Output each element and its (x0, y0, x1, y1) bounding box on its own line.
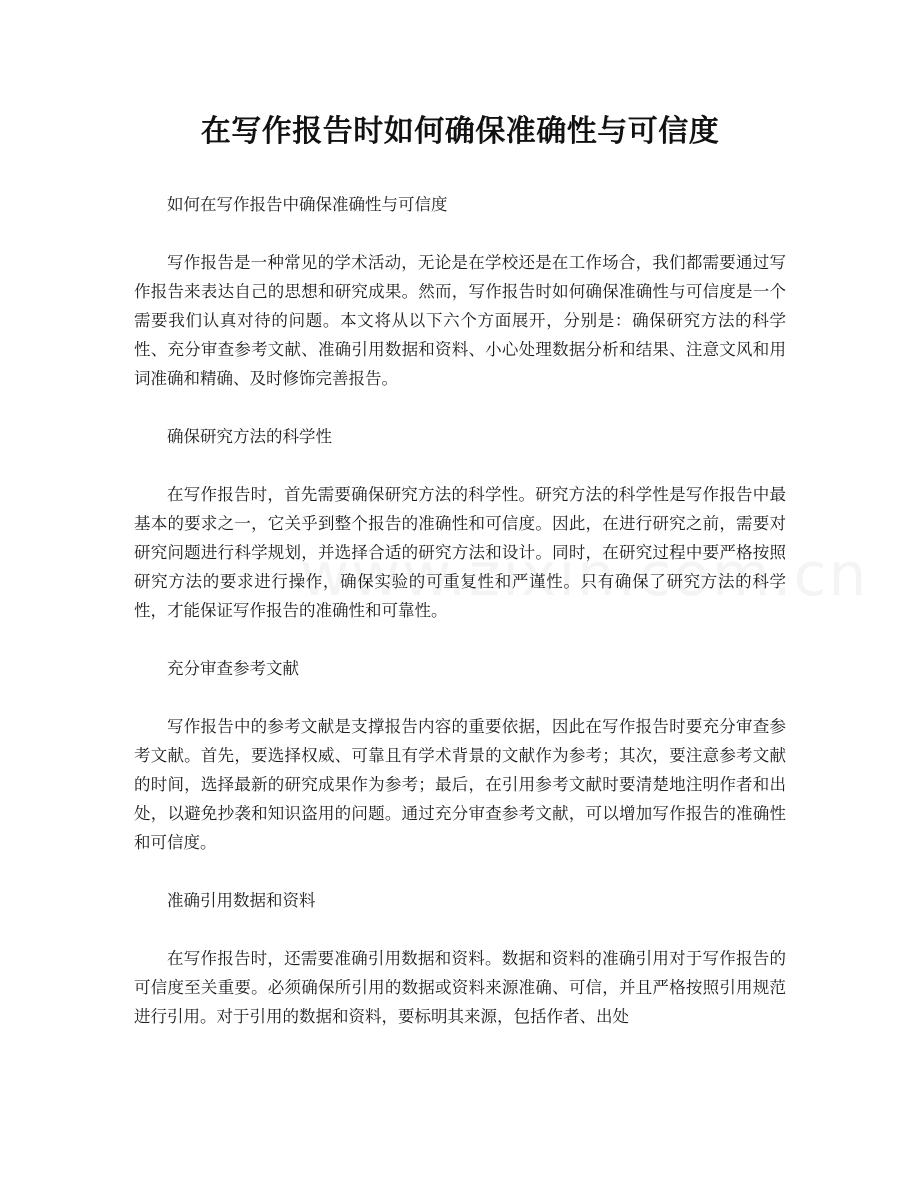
paragraph-references: 写作报告中的参考文献是支撑报告内容的重要依据，因此在写作报告时要充分审查参考文献。首先，要选择权威、可靠且有学术背景的文献作为参考；其次，要注意参考文献的时间，选择最新的研究成果作为参考；最后，在引用参考文献时要清楚地注明作者和出处，以避免抄袭和知识盗用的问题。通过充分审查参考文献，可以增加写作报告的准确性和可信度。 (134, 717, 786, 852)
document-title: 在写作报告时如何确保准确性与可信度 (200, 114, 720, 149)
section-heading-data: 准确引用数据和资料 (167, 891, 316, 910)
paragraph-data: 在写作报告时，还需要准确引用数据和资料。数据和资料的准确引用对于写作报告的可信度至关重要。必须确保所引用的数据或资料来源准确、可信，并且严格按照引用规范进行引用。对于引用的数据和资料，要标明其来源，包括作者、出处 (134, 949, 786, 1026)
section-heading-intro: 如何在写作报告中确保准确性与可信度 (167, 195, 448, 214)
document-body (134, 190, 786, 1031)
paragraph-intro: 写作报告是一种常见的学术活动，无论是在学校还是在工作场合，我们都需要通过写作报告来表达自己的思想和研究成果。然而，写作报告时如何确保准确性与可信度是一个需要我们认真对待的问题。本文将从以下六个方面展开，分别是：确保研究方法的科学性、充分审查参考文献、准确引用数据和资料、小心处理数据分析和结果、注意文风和用词准确和精确、及时修饰完善报告。 (134, 253, 786, 388)
section-heading-references: 充分审查参考文献 (167, 659, 299, 678)
section-heading-method: 确保研究方法的科学性 (167, 427, 332, 446)
paragraph-method: 在写作报告时，首先需要确保研究方法的科学性。研究方法的科学性是写作报告中最基本的要求之一，它关乎到整个报告的准确性和可信度。因此，在进行研究之前，需要对研究问题进行科学规划，并选择合适的研究方法和设计。同时，在研究过程中要严格按照研究方法的要求进行操作，确保实验的可重复性和严谨性。只有确保了研究方法的科学性，才能保证写作报告的准确性和可靠性。 (134, 485, 786, 620)
